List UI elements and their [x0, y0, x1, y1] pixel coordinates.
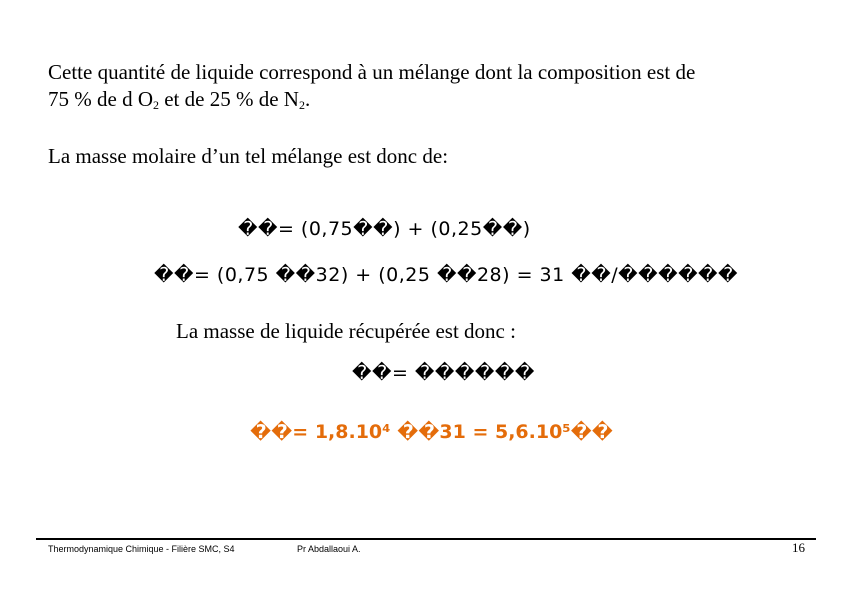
- footer-rule: [36, 538, 816, 540]
- footer-course: Thermodynamique Chimique - Filière SMC, S4: [48, 544, 235, 554]
- paragraph-line-2-mid: et de 25 % de N: [158, 87, 299, 111]
- liquid-mass-intro: La masse de liquide récupérée est donc :: [176, 319, 516, 343]
- footer-author: Pr Abdallaoui A.: [297, 544, 361, 554]
- paragraph-line-2: [48, 86, 310, 115]
- equation-mass-result: ��= 1,8.10⁴ ��31 = 5,6.10⁵��: [250, 421, 613, 443]
- equation-mass-formula: ��= ������: [352, 362, 535, 384]
- equation-molar-mass-formula: ��= (0,75��) + (0,25��): [238, 218, 531, 240]
- paragraph-line-2-pre: 75 % de d O: [48, 87, 153, 111]
- page-number: 16: [792, 540, 805, 555]
- paragraph-line-1: Cette quantité de liquide correspond à un mélange dont la composition est de: [48, 60, 696, 84]
- nitrogen-subscript: 2: [298, 98, 305, 112]
- oxygen-subscript: 2: [152, 98, 159, 112]
- equation-molar-mass-value: ��= (0,75 ��32) + (0,25 ��28) = 31 ��/������: [154, 264, 739, 286]
- molar-mass-intro: La masse molaire d’un tel mélange est donc de:: [48, 144, 449, 168]
- paragraph-line-2-post: .: [304, 87, 311, 111]
